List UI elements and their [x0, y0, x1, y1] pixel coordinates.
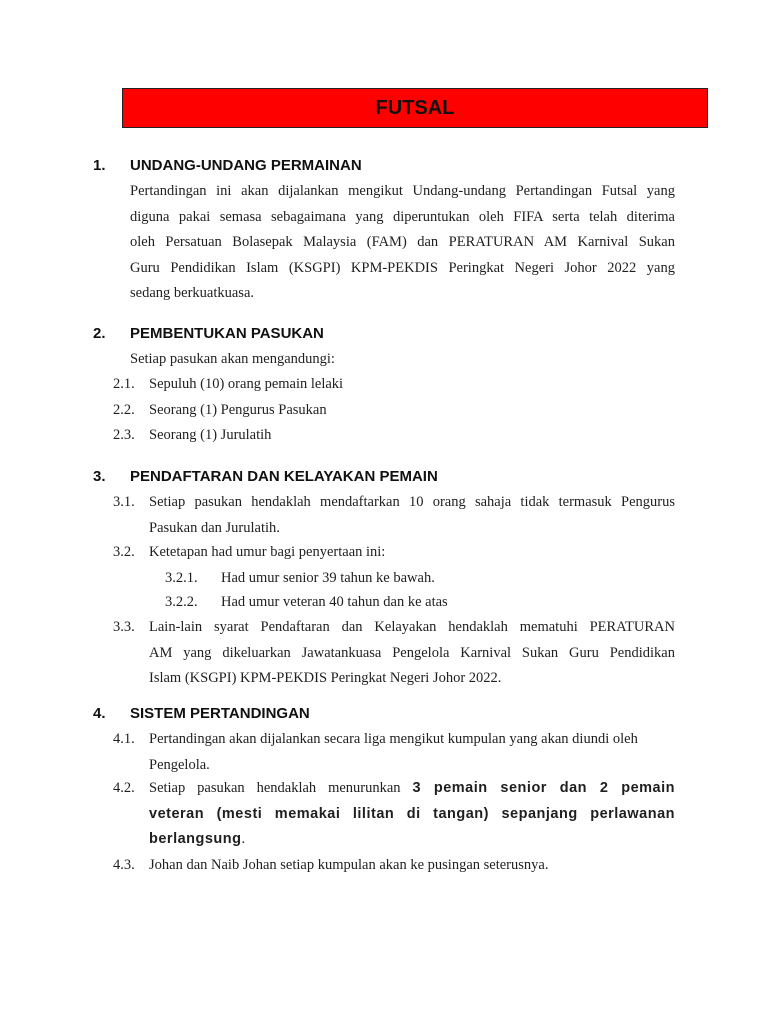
item-line: Lain-lain syarat Pendaftaran dan Kelayakan hendaklah mematuhi PERATURAN: [149, 619, 675, 635]
item-text: [149, 490, 675, 541]
item-text-normal: Setiap pasukan hendaklah menurunkan: [149, 780, 413, 796]
paragraph-line: Guru Pendidikan Islam (KSGPI) KPM-PEKDIS Peringkat Negeri Johor 2022 yang: [130, 259, 675, 276]
item-line-bold: veteran (mesti memakai lilitan di tangan) sepanjang perlawanan: [149, 805, 675, 822]
item-number: 3.2.1.: [165, 570, 198, 586]
paragraph-line: oleh Persatuan Bolasepak Malaysia (FAM) dan PERATURAN AM Karnival Sukan: [130, 234, 675, 250]
paragraph-line: Pertandingan ini akan dijalankan mengikut Undang-undang Pertandingan Futsal yang: [130, 183, 675, 199]
item-number: 3.2.: [113, 544, 135, 560]
item-number: 2.2.: [113, 402, 135, 418]
item-text: Seorang (1) Pengurus Pasukan: [149, 402, 327, 418]
item-text: Had umur veteran 40 tahun dan ke atas: [221, 594, 448, 610]
item-line: Pertandingan akan dijalankan secara liga mengikut kumpulan yang akan diundi oleh: [149, 731, 638, 747]
section-number: 1.: [93, 157, 106, 174]
item-line: Pasukan dan Jurulatih.: [149, 519, 280, 536]
item-number: 3.2.2.: [165, 594, 198, 610]
section-number: 2.: [93, 325, 106, 342]
item-text-bold: berlangsung: [149, 831, 242, 847]
section-title: PEMBENTUKAN PASUKAN: [130, 325, 324, 342]
item-text: Had umur senior 39 tahun ke bawah.: [221, 570, 435, 586]
item-line: Johan dan Naib Johan setiap kumpulan akan ke pusingan seterusnya.: [149, 857, 549, 873]
item-number: 3.3.: [113, 619, 135, 635]
item-number: 2.3.: [113, 427, 135, 443]
item-number: 4.3.: [113, 857, 135, 873]
item-text: [149, 615, 675, 692]
paragraph-line: sedang berkuatkuasa.: [130, 285, 255, 301]
section-title: SISTEM PERTANDINGAN: [130, 705, 310, 722]
section-1-paragraph: [130, 179, 675, 307]
item-number: 2.1.: [113, 376, 135, 392]
item-line: [149, 776, 675, 802]
title-banner: [122, 88, 708, 128]
item-number: 4.1.: [113, 731, 135, 747]
item-text-bold: 3 pemain senior dan 2 pemain: [412, 780, 675, 796]
section-number: 4.: [93, 705, 106, 722]
item-line: Ketetapan had umur bagi penyertaan ini:: [149, 544, 386, 560]
item-text: [149, 540, 675, 566]
item-text: [149, 853, 675, 879]
item-number: 4.2.: [113, 780, 135, 796]
item-number: 3.1.: [113, 494, 135, 510]
item-line: Pengelola.: [149, 756, 210, 773]
item-line: Setiap pasukan hendaklah mendaftarkan 10 orang sahaja tidak termasuk Pengurus: [149, 494, 675, 510]
paragraph-line: diguna pakai semasa sebagaimana yang diperuntukan oleh FIFA serta telah diterima: [130, 208, 675, 225]
page-title: FUTSAL: [375, 96, 455, 119]
item-line: Islam (KSGPI) KPM-PEKDIS Peringkat Negeri Johor 2022.: [149, 670, 502, 686]
item-text: [149, 727, 675, 778]
item-text: Seorang (1) Jurulatih: [149, 427, 272, 443]
item-text: Sepuluh (10) orang pemain lelaki: [149, 376, 344, 392]
section-title: PENDAFTARAN DAN KELAYAKAN PEMAIN: [130, 468, 438, 485]
section-number: 3.: [93, 468, 106, 485]
item-line: [149, 827, 675, 853]
section-2-intro: Setiap pasukan akan mengandungi:: [130, 351, 335, 367]
section-title: UNDANG-UNDANG PERMAINAN: [130, 157, 362, 174]
item-text: [149, 776, 675, 853]
item-text-normal: .: [241, 831, 246, 847]
item-line: AM yang dikeluarkan Jawatankuasa Pengelola Karnival Sukan Guru Pendidikan: [149, 644, 675, 661]
